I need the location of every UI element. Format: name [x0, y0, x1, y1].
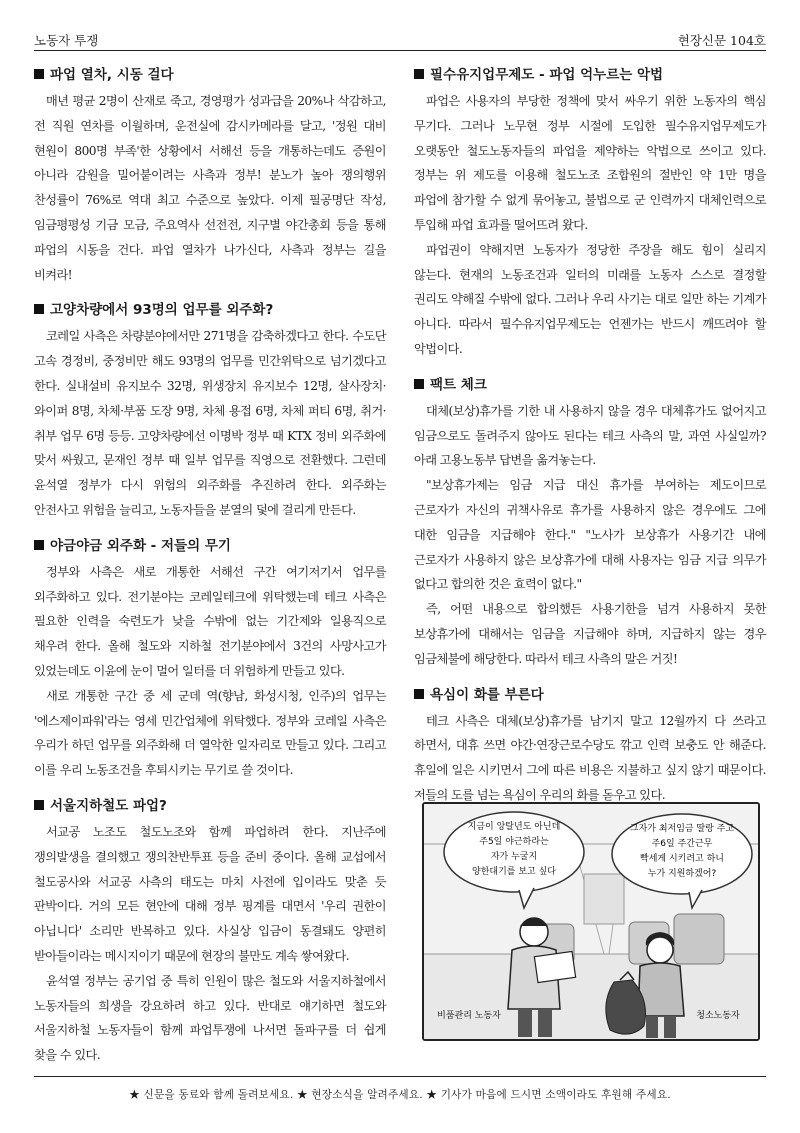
- article-paragraph: 코레일 사측은 차량분야에서만 271명을 감축하겠다고 한다. 수도단 고속 경정비, 중정비만 해도 93명의 업무를 민간위탁으로 넘기겠다고 한다. 실내설비 유지보수 32명, 위생장치 유지보수 12명, 살사장치·와이퍼 8명, 차체·부품 도장 9명, 차체 용접 6명, 차체 퍼티 6명, 취거·취부 업무 6명 등등. 고양차량에선 이명박 정부 때 KTX 정비 외주화에 맞서 싸웠고, 문재인 정부 때 일부 업무를 직영으로 전환했다. 그런데 윤석열 정부가 다시 위험의 외주화를 추진하려 한다. 외주화는 안전사고 위험을 늘리고, 노동자들을 분열의 덫에 걸리게 만든다.: [34, 329, 386, 517]
- square-bullet-icon: [414, 689, 424, 699]
- article-paragraph: 서교공 노조도 철도노조와 함께 파업하려 한다. 지난주에 쟁의발생을 결의했고 쟁의찬반투표 등을 준비 중이다. 올해 교섭에서 철도공사와 서교공 사측의 태도는 마치 사전에 입이라도 맞춘 듯 판박이다. 거의 모든 현안에 대해 정부 핑계를 대면서 '우리 권한이 아닙니다' 소리만 반복하고 있다. 사실상 입금이 동결돼도 양편히 받아들이라는 메시지이기 때문에 현장의 불만도 계속 쌓여왔다.: [34, 824, 386, 963]
- left-column: [34, 66, 386, 1082]
- svg-text:빡세게 시키려고 하니: 빡세게 시키려고 하니: [640, 854, 724, 864]
- article-goyang-outsourcing: [34, 301, 386, 522]
- svg-text:누가 지원하겠어?: 누가 지원하겠어?: [647, 869, 717, 879]
- svg-text:주5일 야근하라는: 주5일 야근하라는: [479, 837, 549, 847]
- square-bullet-icon: [34, 540, 44, 550]
- page-footer: ★ 신문을 동료와 함께 돌려보세요. ★ 현장소식을 알려주세요. ★ 기사가 마음에 드시면 소액이라도 후원해 주세요.: [34, 1076, 766, 1102]
- svg-text:양한대기를 보고 싶다: 양한대기를 보고 싶다: [472, 867, 556, 877]
- square-bullet-icon: [34, 800, 44, 810]
- article-paragraph: 대체(보상)휴가를 기한 내 사용하지 않을 경우 대체휴가도 없어지고 임금으로도 돌려주지 않아도 된다는 테크 사측의 말, 과연 사실일까? 아래 고용노동부 답변을 옮겨놓는다.: [414, 403, 766, 468]
- article-strike-train: [34, 66, 386, 287]
- article-paragraph: 윤석열 정부는 공기업 중 특히 인원이 많은 철도와 서울지하철에서 노동자들의 희생을 강요하려 하고 있다. 반대로 얘기하면 철도와 서울지하철 노동자들이 함께 파업투쟁에 나서면 돌파구를 더 쉽게 찾을 수 있다.: [34, 973, 386, 1063]
- article-heading: 팩트 체크: [414, 376, 766, 394]
- article-paragraph: "보상휴가제는 임금 지급 대신 휴가를 부여하는 제도이므로 근로자가 자신의 귀책사유로 휴가를 사용하지 않은 경우에도 그에 대한 임금을 지급해야 한다." "노사가 보상휴가 사용기간 내에 근로자가 사용하지 않은 보상휴가에 대해 사용자는 임금 지급 의무가 없다고 합의한 것은 효력이 없다.": [414, 478, 766, 592]
- label-supplies-worker: 비품관리 노동자: [437, 1011, 501, 1021]
- svg-text:주6일 주간근무: 주6일 주간근무: [651, 839, 713, 849]
- article-heading: 야금야금 외주화 - 저들의 무기: [34, 537, 386, 555]
- issue-number: 현장신문 104호: [677, 33, 766, 48]
- article-paragraph: 파업은 사용자의 부당한 정책에 맞서 싸우기 위한 노동자의 핵심 무기다. 그러나 노무현 정부 시절에 도입한 필수유지업무제도가 오랫동안 철도노동자들의 파업을 제약하는 악법으로 쓰이고 있다. 정부는 위 제도를 이용해 철도노조 조합원의 절반인 약 1만 명을 파업에 참가할 수 없게 묶어놓고, 불법으로 군 인력까지 대체인력으로 투입해 파업 효과를 떨어뜨려 왔다.: [414, 94, 766, 232]
- article-fact-check: [414, 376, 766, 672]
- svg-text:지금이 앙탈년도 아닌데: 지금이 앙탈년도 아닌데: [467, 822, 561, 832]
- article-heading: 필수유지업무제도 - 파업 억누르는 악법: [414, 66, 766, 84]
- svg-text:그자가 최저임금 딸랑 주고: 그자가 최저임금 딸랑 주고: [629, 824, 735, 834]
- square-bullet-icon: [414, 69, 424, 79]
- article-heading: 서울지하철도 파업?: [34, 797, 386, 815]
- right-column: [414, 66, 766, 822]
- article-paragraph: 매년 평균 2명이 산재로 죽고, 경영평가 성과급을 20%나 삭감하고, 전 직원 연차를 이월하며, 운전실에 감시카메라를 달고, '정원 대비 현원이 800명 부족'한 상황에서 서해선 등을 개통하는데도 증원이 아니라 감원을 밀어붙이려는 사측과 정부! 분노가 높아 쟁의행위 찬성률이 76%로 역대 최고 수준으로 높았다. 이제 필공명단 작성, 임금평평성 기금 모금, 주요역사 선전전, 지구별 야간총회 등을 통해 파업의 시동을 건다. 파업 열차가 나가신다, 사측과 정부는 길을 비켜라!: [34, 94, 386, 282]
- article-heading: 고양차량에서 93명의 업무를 외주화?: [34, 301, 386, 319]
- square-bullet-icon: [34, 304, 44, 314]
- article-paragraph: 새로 개통한 구간 중 세 군데 역(향남, 화성시청, 인주)의 업무는 '에스제이파워'라는 영세 민간업체에 위탁했다. 정부와 코레일 사측은 우리가 하던 업무를 외주화해 더 열악한 일자리로 만들고 있다. 그리고 이를 우리 노동조건을 후퇴시키는 무기로 쓸 것이다.: [34, 688, 386, 778]
- article-creeping-outsourcing: [34, 537, 386, 783]
- article-heading: 욕심이 화를 부른다: [414, 686, 766, 704]
- square-bullet-icon: [414, 379, 424, 389]
- article-paragraph: 테크 사측은 대체(보상)휴가를 남기지 말고 12월까지 다 쓰라고 하면서, 대휴 쓰면 야간·연장근로수당도 깎고 인력 보충도 안 해준다. 휴일에 일은 시키면서 그에 따른 비용은 지불하고 싶지 않기 때문이다. 저들의 도를 넘는 욕심이 우리의 화를 돋우고 있다.: [414, 713, 766, 802]
- article-paragraph: 파업권이 약해지면 노동자가 정당한 주장을 해도 힘이 실리지 않는다. 현재의 노동조건과 일터의 미래를 노동자 스스로 결정할 권리도 약해질 수밖에 없다. 그러나 우리 사기는 대로 일만 하는 기계가 아니다. 따라서 필수유지업무제도는 언젠가는 반드시 깨뜨려야 할 악법이다.: [414, 242, 766, 356]
- page-header: [34, 28, 766, 51]
- square-bullet-icon: [34, 69, 44, 79]
- article-heading: 파업 열차, 시동 걸다: [34, 66, 386, 84]
- cartoon-illustration: [422, 802, 760, 1041]
- article-essential-services: [414, 66, 766, 362]
- article-paragraph: 즉, 어떤 내용으로 합의했든 사용기한을 넘겨 사용하지 못한 보상휴가에 대해서는 임금을 지급해야 하며, 지급하지 않는 경우 임금체불에 해당한다. 따라서 테크 사측의 말은 거짓!: [414, 602, 766, 666]
- article-seoul-subway-strike: [34, 797, 386, 1068]
- svg-text:자가 누굴지: 자가 누굴지: [490, 852, 538, 862]
- label-cleaning-worker: 청소노동자: [696, 1011, 740, 1021]
- publication-section: 노동자 투쟁: [34, 33, 99, 48]
- article-greed: [414, 686, 766, 808]
- article-paragraph: 정부와 사측은 새로 개통한 서해선 구간 여기저기서 업무를 외주화하고 있다. 전기분야는 코레일테크에 위탁했는데 테크 사측은 필요한 인력을 숙련도가 낮을 수밖에 없는 기간제와 일용직으로 채우려 한다. 올해 철도와 지하철 전기분야에서 3건의 사망사고가 있었는데도 이윤에 눈이 멀어 일터를 더 위험하게 만들고 있다.: [34, 564, 386, 678]
